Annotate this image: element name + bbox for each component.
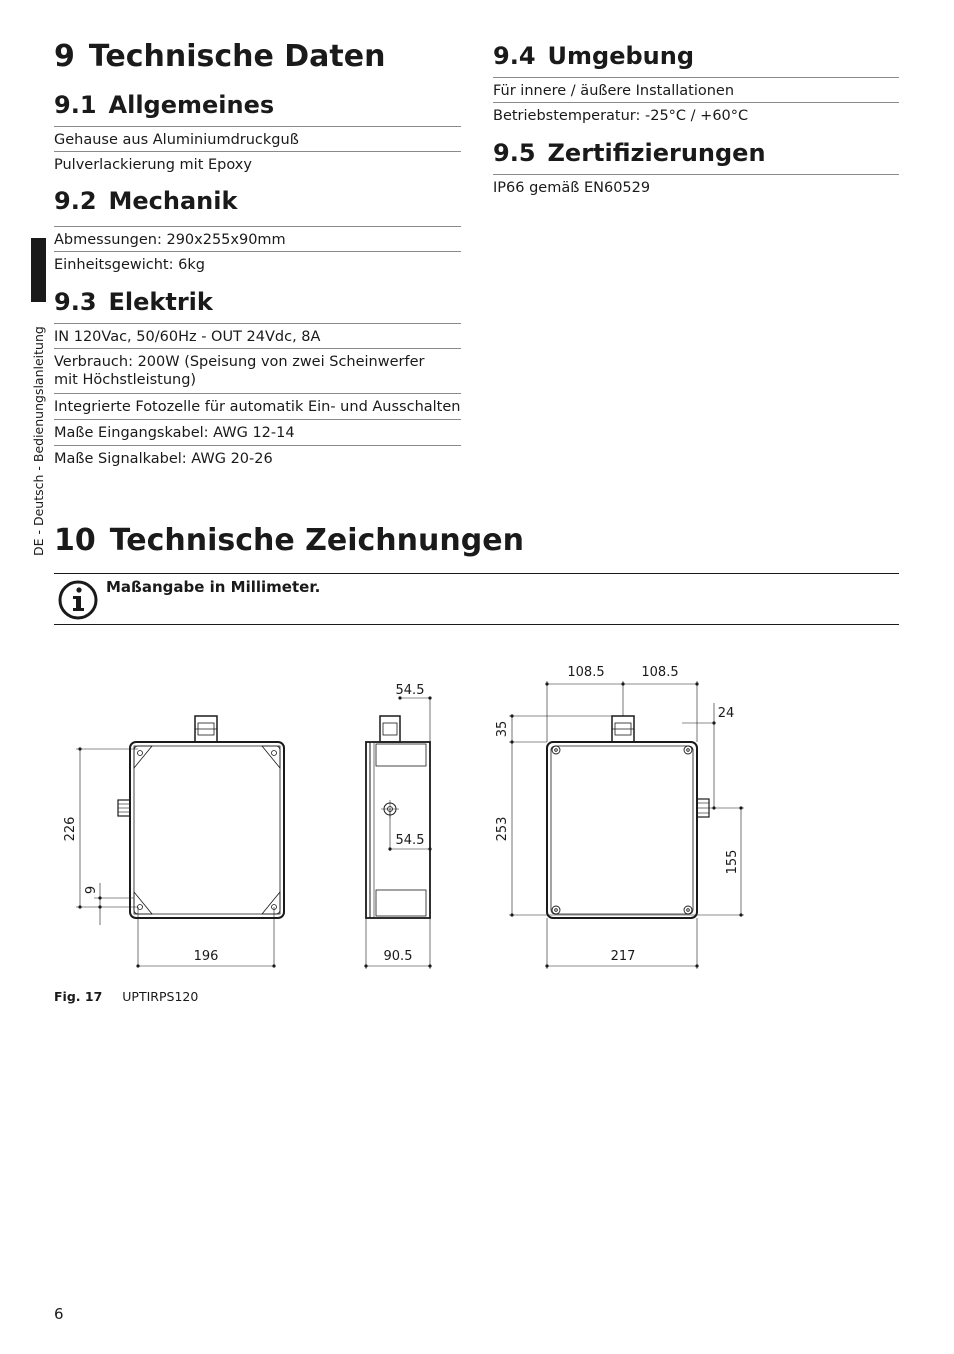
spec-row: Gehause aus Aluminiumdruckguß — [54, 126, 461, 149]
spec-row: Einheitsgewicht: 6kg — [54, 251, 461, 274]
spec-row: Maße Eingangskabel: AWG 12-14 — [54, 419, 461, 442]
spec-row: Abmessungen: 290x255x90mm — [54, 226, 461, 249]
spec-row: Pulverlackierung mit Epoxy — [54, 151, 461, 174]
dim-back-half-left: 108.5 — [567, 665, 605, 680]
dim-back-half-right: 108.5 — [641, 665, 679, 680]
heading-allgemeines: 9.1 Allgemeines — [54, 91, 275, 119]
dim-back-width: 217 — [610, 949, 636, 964]
heading-umgebung: 9.4 Umgebung — [493, 42, 694, 70]
heading-technische-daten: 9 Technische Daten — [54, 39, 386, 74]
figure-label: Fig. 17 — [54, 989, 103, 1004]
spec-row: IN 120Vac, 50/60Hz - OUT 24Vdc, 8A — [54, 323, 461, 346]
dim-side-mid: 54.5 — [395, 833, 425, 848]
back-view — [509, 681, 744, 969]
spec-row: Verbrauch: 200W (Speisung von zwei Scheinwerfer mit Höchstleistung) — [54, 348, 461, 389]
heading-technische-zeichnungen: 10 Technische Zeichnungen — [54, 523, 524, 558]
page-number: 6 — [54, 1305, 64, 1323]
front-view — [76, 716, 284, 968]
dim-back-height: 253 — [495, 816, 510, 842]
heading-elektrik: 9.3 Elektrik — [54, 288, 213, 316]
spec-row: Maße Signalkabel: AWG 20-26 — [54, 445, 461, 468]
figure-model: UPTIRPS120 — [122, 989, 199, 1004]
spec-row: Betriebstemperatur: -25°C / +60°C — [493, 102, 899, 125]
dim-side-depth: 90.5 — [383, 949, 413, 964]
spec-row: Für innere / äußere Installationen — [493, 77, 899, 100]
dim-front-height: 226 — [63, 816, 78, 842]
sidebar-marker — [31, 238, 46, 302]
note-text: Maßangabe in Millimeter. — [106, 578, 321, 596]
info-icon — [57, 579, 99, 621]
note-bottom-rule — [54, 624, 899, 625]
technical-drawing — [54, 655, 774, 975]
spec-row: Integrierte Fotozelle für automatik Ein- und Ausschalten — [54, 393, 461, 416]
note-top-rule — [54, 573, 899, 574]
dim-back-top: 35 — [495, 720, 510, 738]
heading-zertifizierungen: 9.5 Zertifizierungen — [493, 139, 766, 167]
spec-row: IP66 gemäß EN60529 — [493, 174, 899, 197]
dim-front-width: 196 — [193, 949, 219, 964]
figure-caption — [54, 989, 198, 1005]
dim-back-offset-right: 24 — [717, 706, 735, 721]
dim-side-top: 54.5 — [395, 683, 425, 698]
dim-front-offset: 9 — [84, 885, 99, 895]
sidebar-language-label: DE - Deutsch - Bedienungslanleitung — [31, 326, 46, 556]
dim-back-gland: 155 — [725, 849, 740, 875]
heading-mechanik: 9.2 Mechanik — [54, 187, 238, 215]
